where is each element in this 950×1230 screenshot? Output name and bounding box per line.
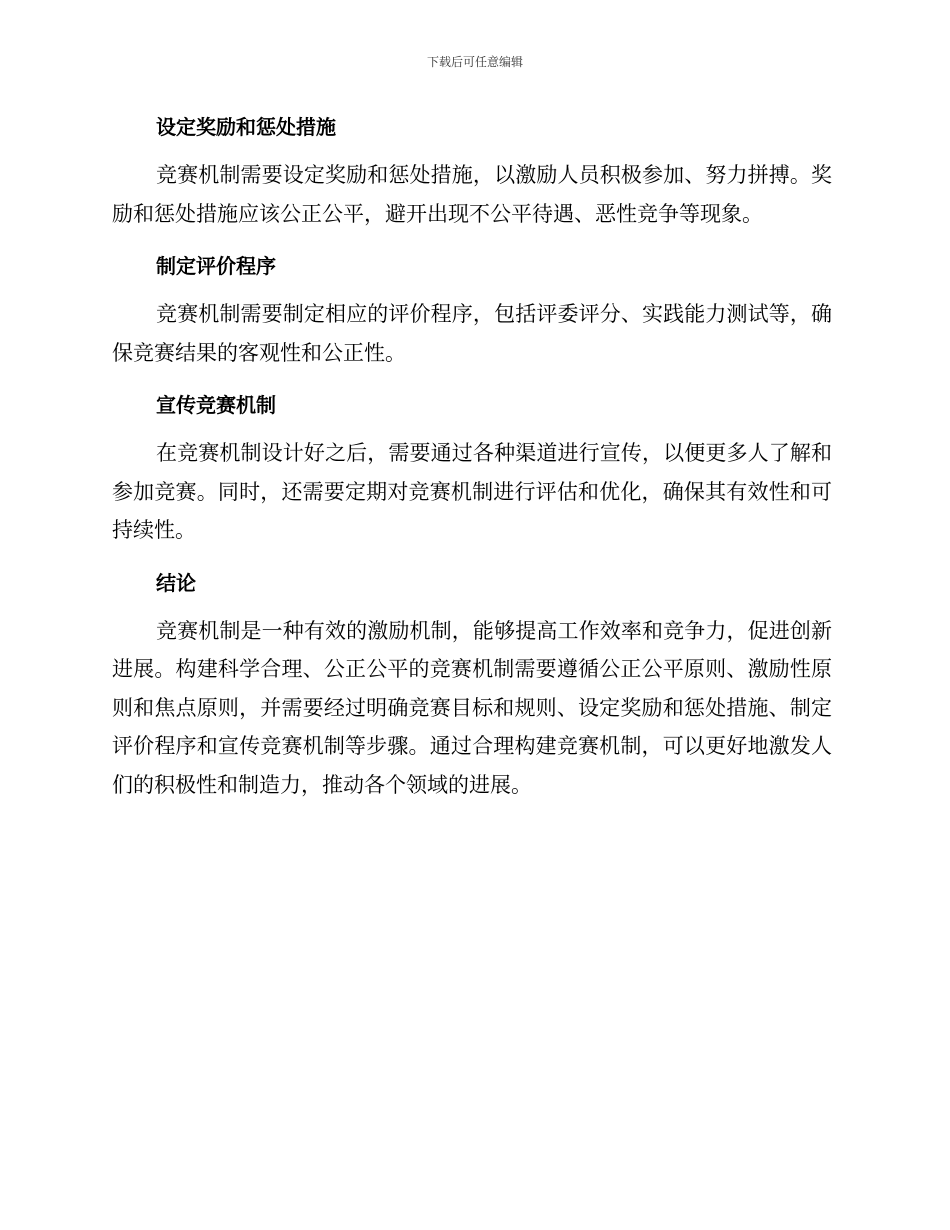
section-paragraph-evaluation: 竞赛机制需要制定相应的评价程序，包括评委评分、实践能力测试等，确保竞赛结果的客观性和公正性。 [112, 302, 832, 365]
section-paragraph-promotion: 在竞赛机制设计好之后，需要通过各种渠道进行宣传，以便更多人了解和参加竞赛。同时，还需要定期对竞赛机制进行评估和优化，确保其有效性和可持续性。 [112, 441, 832, 542]
section-heading-evaluation: 制定评价程序 [156, 254, 276, 278]
section-heading-promotion: 宣传竞赛机制 [156, 393, 276, 417]
section-paragraph-conclusion: 竞赛机制是一种有效的激励机制，能够提高工作效率和竞争力，促进创新进展。构建科学合理、公正公平的竞赛机制需要遵循公正公平原则、激励性原则和焦点原则，并需要经过明确竞赛目标和规则、设定奖励和惩处措施、制定评价程序和宣传竞赛机制等步骤。通过合理构建竞赛机制，可以更好地激发人们的积极性和制造力，推动各个领域的进展。 [112, 618, 832, 797]
document-body [112, 112, 832, 822]
section-heading-rewards: 设定奖励和惩处措施 [156, 115, 336, 139]
section-paragraph-rewards: 竞赛机制需要设定奖励和惩处措施，以激励人员积极参加、努力拼搏。奖励和惩处措施应该公正公平，避开出现不公平待遇、恶性竞争等现象。 [112, 163, 832, 226]
section-heading-conclusion: 结论 [156, 570, 196, 595]
page-header-note: 下载后可任意编辑 [426, 55, 523, 69]
